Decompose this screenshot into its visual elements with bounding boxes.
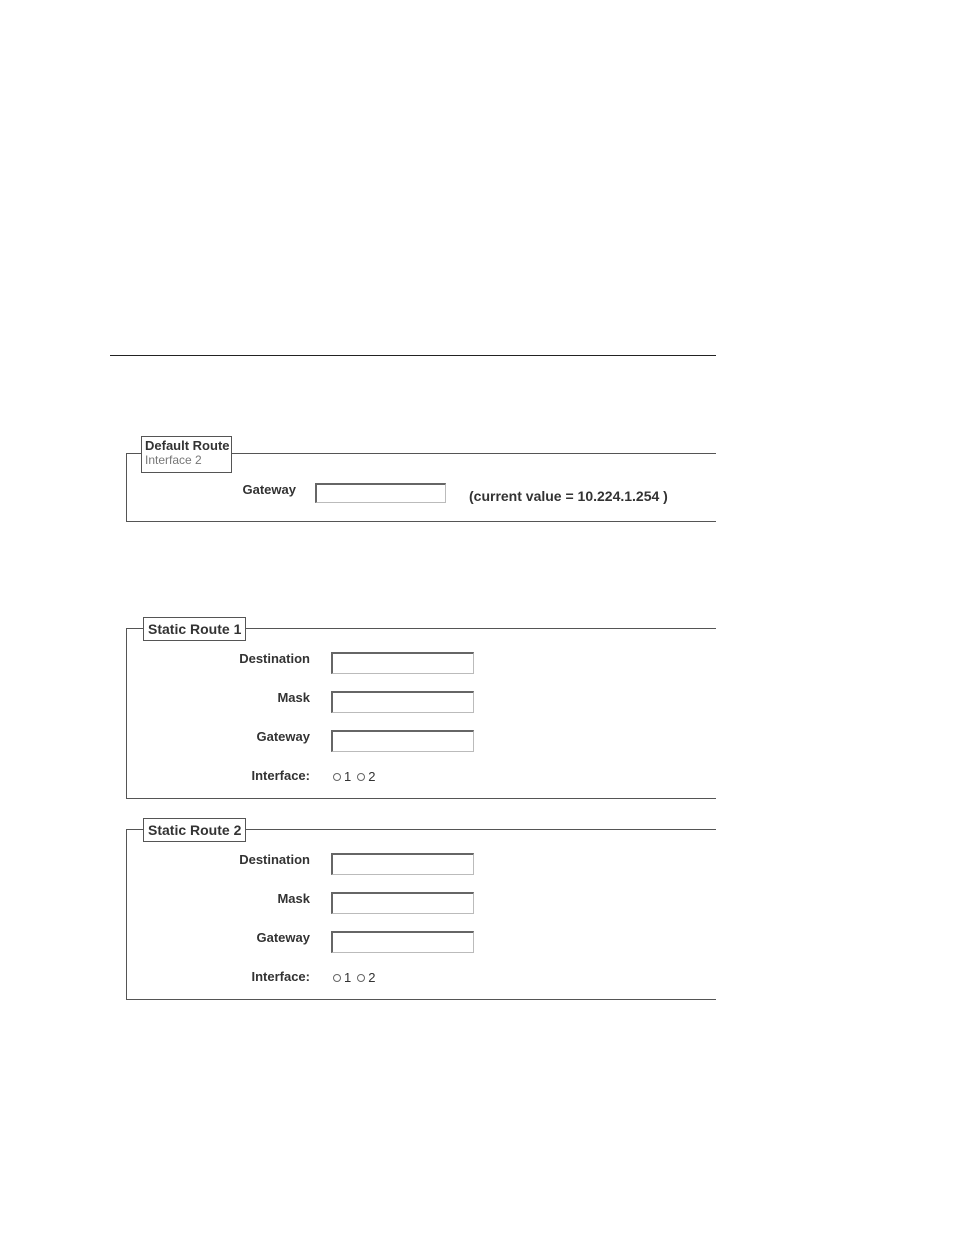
- static-route-2-destination-label: Destination: [239, 852, 310, 867]
- radio-circle-icon: [333, 974, 341, 982]
- static-route-2-interface-radio-group: [333, 970, 381, 985]
- static-route-1-destination-label: Destination: [239, 651, 310, 666]
- default-route-legend: [141, 436, 232, 473]
- horizontal-rule: [110, 355, 716, 356]
- static-route-2-mask-input[interactable]: [331, 892, 474, 914]
- static-route-1-group: [126, 621, 716, 799]
- static-route-2-group: [126, 822, 716, 1000]
- static-route-2-mask-label: Mask: [277, 891, 310, 906]
- radio-label: 1: [344, 970, 352, 985]
- default-route-title: Default Route: [145, 438, 230, 453]
- static-route-2-gateway-label: Gateway: [256, 930, 310, 945]
- static-route-2-interface-radio-1[interactable]: [333, 970, 351, 985]
- static-route-2-legend: Static Route 2: [143, 818, 246, 842]
- static-route-2-interface-label: Interface:: [251, 969, 310, 984]
- default-gateway-input[interactable]: [315, 483, 446, 503]
- radio-label: 1: [344, 769, 352, 784]
- static-route-1-interface-label: Interface:: [251, 768, 310, 783]
- static-route-1-gateway-input[interactable]: [331, 730, 474, 752]
- static-route-1-interface-radio-group: [333, 769, 381, 784]
- static-route-1-mask-label: Mask: [277, 690, 310, 705]
- default-gateway-label: Gateway: [242, 482, 296, 497]
- radio-circle-icon: [333, 773, 341, 781]
- static-route-2-destination-input[interactable]: [331, 853, 474, 875]
- static-route-1-interface-radio-2[interactable]: [357, 769, 375, 784]
- static-route-2-interface-radio-2[interactable]: [357, 970, 375, 985]
- default-route-interface: Interface 2: [145, 453, 202, 467]
- static-route-1-mask-input[interactable]: [331, 691, 474, 713]
- radio-label: 2: [368, 769, 376, 784]
- default-gateway-current-value: (current value = 10.224.1.254 ): [469, 488, 668, 504]
- static-route-1-legend: Static Route 1: [143, 617, 246, 641]
- static-route-1-destination-input[interactable]: [331, 652, 474, 674]
- static-route-1-gateway-label: Gateway: [256, 729, 310, 744]
- default-route-group: [126, 438, 716, 522]
- static-route-1-interface-radio-1[interactable]: [333, 769, 351, 784]
- static-route-2-gateway-input[interactable]: [331, 931, 474, 953]
- radio-circle-icon: [357, 773, 365, 781]
- radio-circle-icon: [357, 974, 365, 982]
- radio-label: 2: [368, 970, 376, 985]
